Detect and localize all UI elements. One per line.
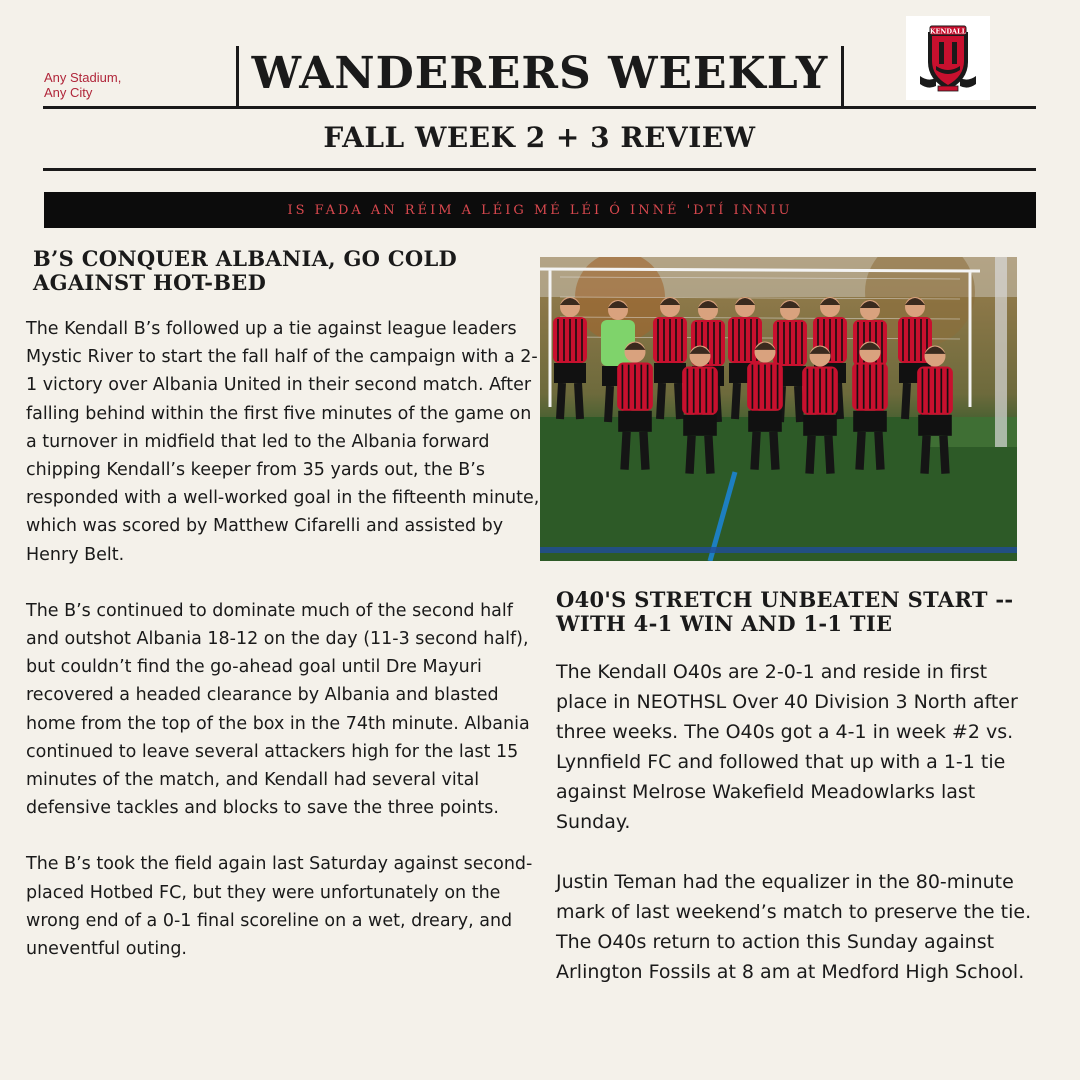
masthead-divider-right (841, 46, 844, 106)
article-b-body (26, 315, 541, 963)
subtitle-rule (43, 168, 1036, 171)
motto-banner: IS FADA AN RÉIM A LÉIG MÉ LÉI Ó INNÉ 'DTÍ INNIU (44, 192, 1036, 228)
location (44, 70, 121, 100)
article-b-headline: B’S CONQUER ALBANIA, GO COLD AGAINST HOT-BED (33, 246, 458, 295)
newsletter-title: WANDERERS WEEKLY (251, 48, 829, 99)
club-crest-logo (906, 16, 990, 100)
masthead-divider-left (236, 46, 239, 106)
location-line-1: Any Stadium, (44, 70, 122, 85)
location-line-2: Any City (44, 85, 93, 100)
header-rule (43, 106, 1036, 109)
article-b-paragraph: The Kendall B’s followed up a tie against league leaders Mystic River to start the fall half of the campaign with a 2-1 victory over Albania United in their second match. After falling behind within the first five minutes of the game on a turnover in midfield that led to the Albania forward chipping Kendall’s keeper from 35 yards out, the B’s responded with a well-worked goal in the fifteenth minute, which was scored by Matthew Cifarelli and assisted by Henry Belt. (26, 319, 540, 565)
svg-text:KENDALL: KENDALL (929, 27, 967, 36)
article-o40-paragraph: The Kendall O40s are 2-0-1 and reside in first place in NEOTHSL Over 40 Division 3 North after three weeks. The O40s got a 4-1 in week #2 vs. Lynnfield FC and followed that up with a 1-1 tie against Melrose Wakefield Meadowlarks last Sunday. (556, 661, 1018, 833)
team-photo (540, 257, 1017, 561)
article-b-paragraph: The B’s took the field again last Saturday against second-placed Hotbed FC, but they were unfortunately on the wrong end of a 0-1 final scoreline on a wet, dreary, and uneventful outing. (26, 854, 533, 960)
article-o40-paragraph: Justin Teman had the equalizer in the 80-minute mark of last weekend’s match to preserve the tie. The O40s return to action this Sunday against Arlington Fossils at 8 am at Medford High School. (556, 871, 1032, 983)
article-o40-body (556, 657, 1036, 987)
issue-subtitle: FALL WEEK 2 + 3 REVIEW (323, 121, 756, 154)
article-o40-headline: O40'S STRETCH UNBEATEN START -- WITH 4-1 WIN AND 1-1 TIE (556, 587, 1014, 636)
article-b-paragraph: The B’s continued to dominate much of the second half and outshot Albania 18-12 on the day (11-3 second half), but couldn’t find the go-ahead goal until Dre Mayuri recovered a headed clearance by Albania and blasted home from the top of the box in the 74th minute. Albania continued to leave several attackers high for the last 15 minutes of the match, and Kendall had several vital defensive tackles and blocks to save the three points. (26, 600, 530, 819)
